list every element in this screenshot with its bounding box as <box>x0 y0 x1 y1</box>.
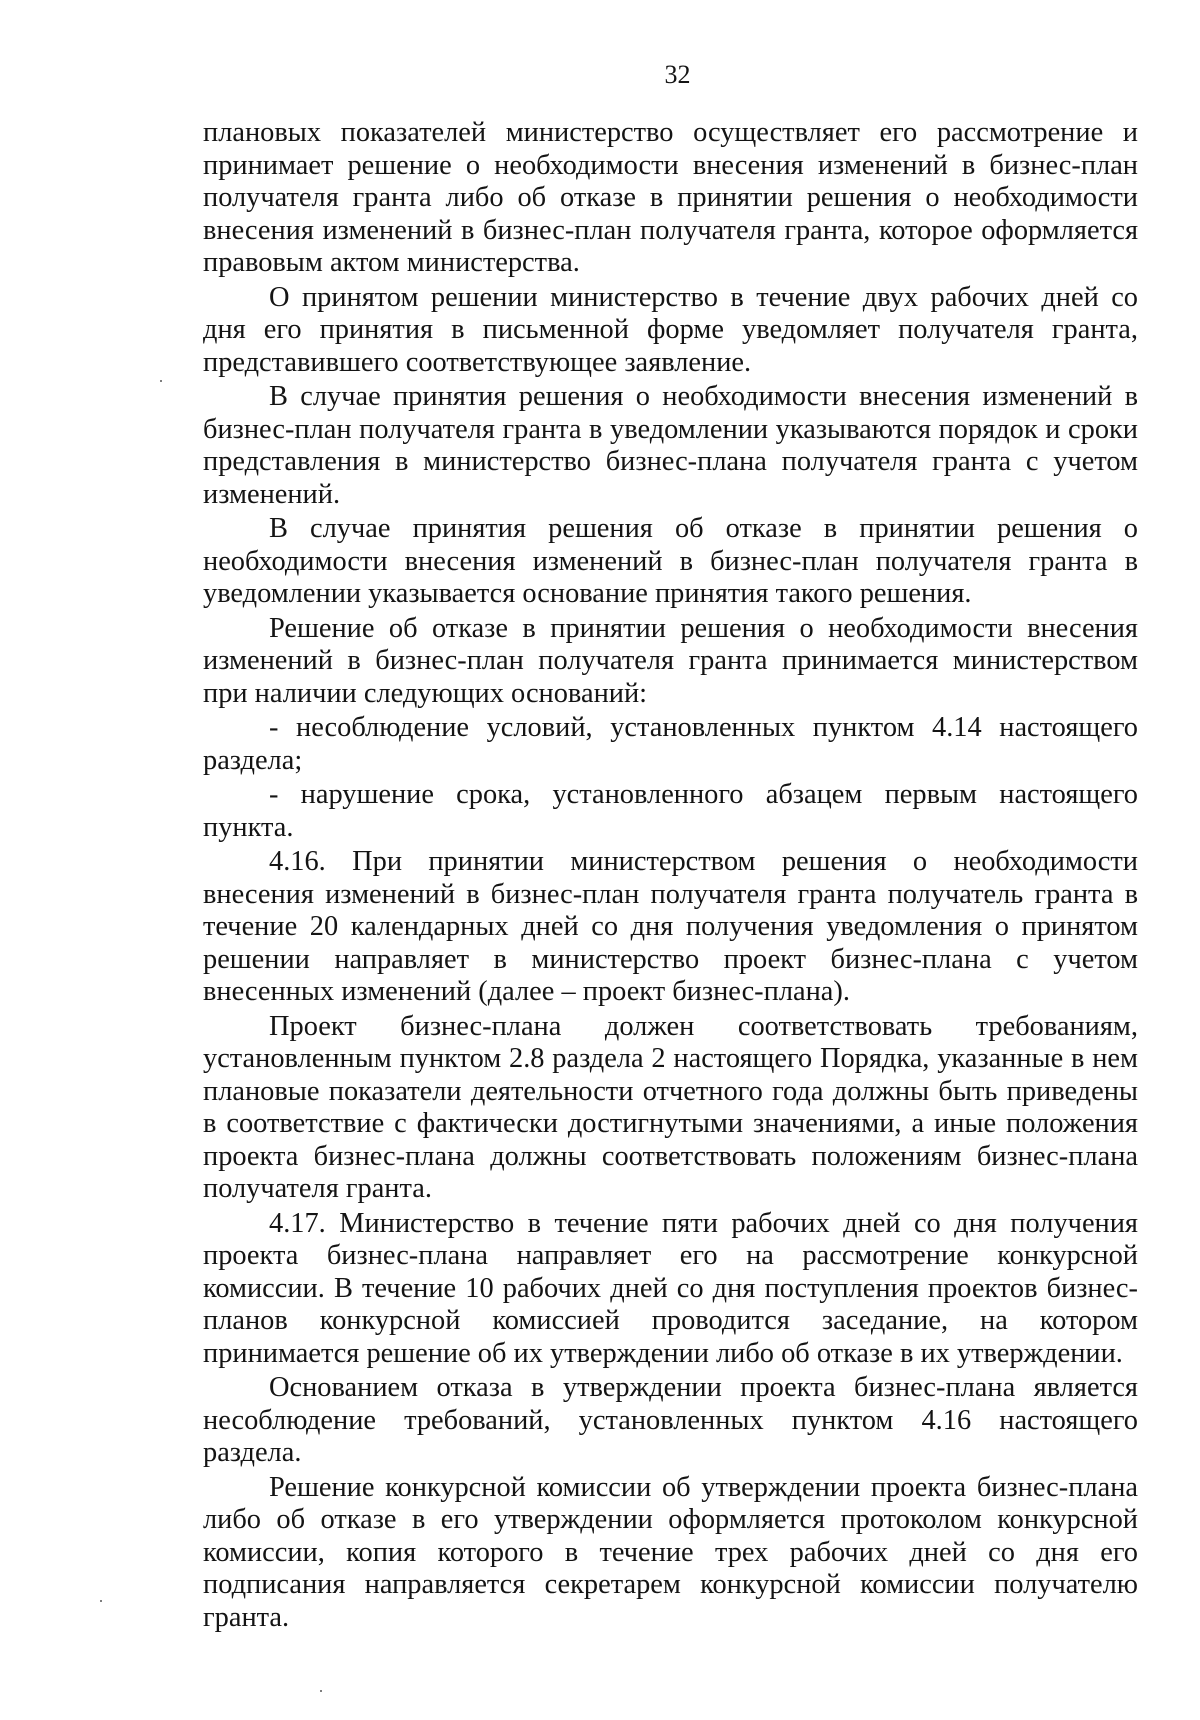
scan-speck <box>160 380 162 382</box>
paragraph-clause-4-17: 4.17. Министерство в течение пяти рабочих дней со дня получения проекта бизнес-плана направляет его на рассмотрение конкурсной комиссии. В течение 10 рабочих дней со дня поступления проектов бизнес-планов конкурсной комиссией проводится заседание, на котором принимается решение об их утверждении либо об отказе в их утверждении. <box>203 1207 1138 1369</box>
paragraph-continuation: плановых показателей министерство осуществляет его рассмотрение и принимает решение о необходимости внесения изменений в бизнес-план получателя гранта либо об отказе в принятии решения о необходимости внесения изменений в бизнес-план получателя гранта, которое оформляется правовым актом министерства. <box>203 117 1138 278</box>
scan-speck <box>100 1600 102 1602</box>
page-number: 32 <box>664 60 691 89</box>
paragraph-changes-accepted: В случае принятия решения о необходимости внесения изменений в бизнес-план получателя гранта в уведомлении указываются порядок и сроки представления в министерство бизнес-плана получателя гранта с учетом изменений. <box>203 381 1138 510</box>
paragraph-clause-4-16: 4.16. При принятии министерством решения о необходимости внесения изменений в бизнес-план получателя гранта получатель гранта в течение 20 календарных дней со дня получения уведомления о принятом решении направляет в министерство проект бизнес-плана с учетом внесенных изменений (далее – проект бизнес-плана). <box>203 846 1138 1007</box>
list-item-ground-1: - несоблюдение условий, установленных пунктом 4.14 настоящего раздела; <box>203 712 1138 776</box>
paragraph-project-requirements: Проект бизнес-плана должен соответствовать требованиям, установленным пунктом 2.8 раздела 2 настоящего Порядка, указанные в нем плановые показатели деятельности отчетного года должны быть приведены в соответствие с фактически достигнутыми значениями, а иные положения проекта бизнес-плана должны соответствовать положениям бизнес-плана получателя гранта. <box>203 1010 1138 1204</box>
paragraph-decision-notice: О принятом решении министерство в течение двух рабочих дней со дня его принятия в письменной форме уведомляет получателя гранта, представившего соответствующее заявление. <box>203 281 1138 378</box>
paragraph-changes-refused: В случае принятия решения об отказе в принятии решения о необходимости внесения изменений в бизнес-план получателя гранта в уведомлении указывается основание принятия такого решения. <box>203 513 1138 609</box>
paragraph-commission-decision: Решение конкурсной комиссии об утверждении проекта бизнес-плана либо об отказе в его утверждении оформляется протоколом конкурсной комиссии, копия которого в течение трех рабочих дней со дня его подписания направляется секретарем конкурсной комиссии получателю гранта. <box>203 1471 1138 1633</box>
paragraph-refusal-basis: Основанием отказа в утверждении проекта бизнес-плана является несоблюдение требований, установленных пунктом 4.16 настоящего раздела. <box>203 1372 1138 1468</box>
list-item-ground-2: - нарушение срока, установленного абзацем первым настоящего пункта. <box>203 779 1138 843</box>
document-body <box>203 117 1138 1636</box>
paragraph-refusal-grounds: Решение об отказе в принятии решения о необходимости внесения изменений в бизнес-план получателя гранта принимается министерством при наличии следующих оснований: <box>203 612 1138 709</box>
scan-speck <box>320 1690 322 1692</box>
